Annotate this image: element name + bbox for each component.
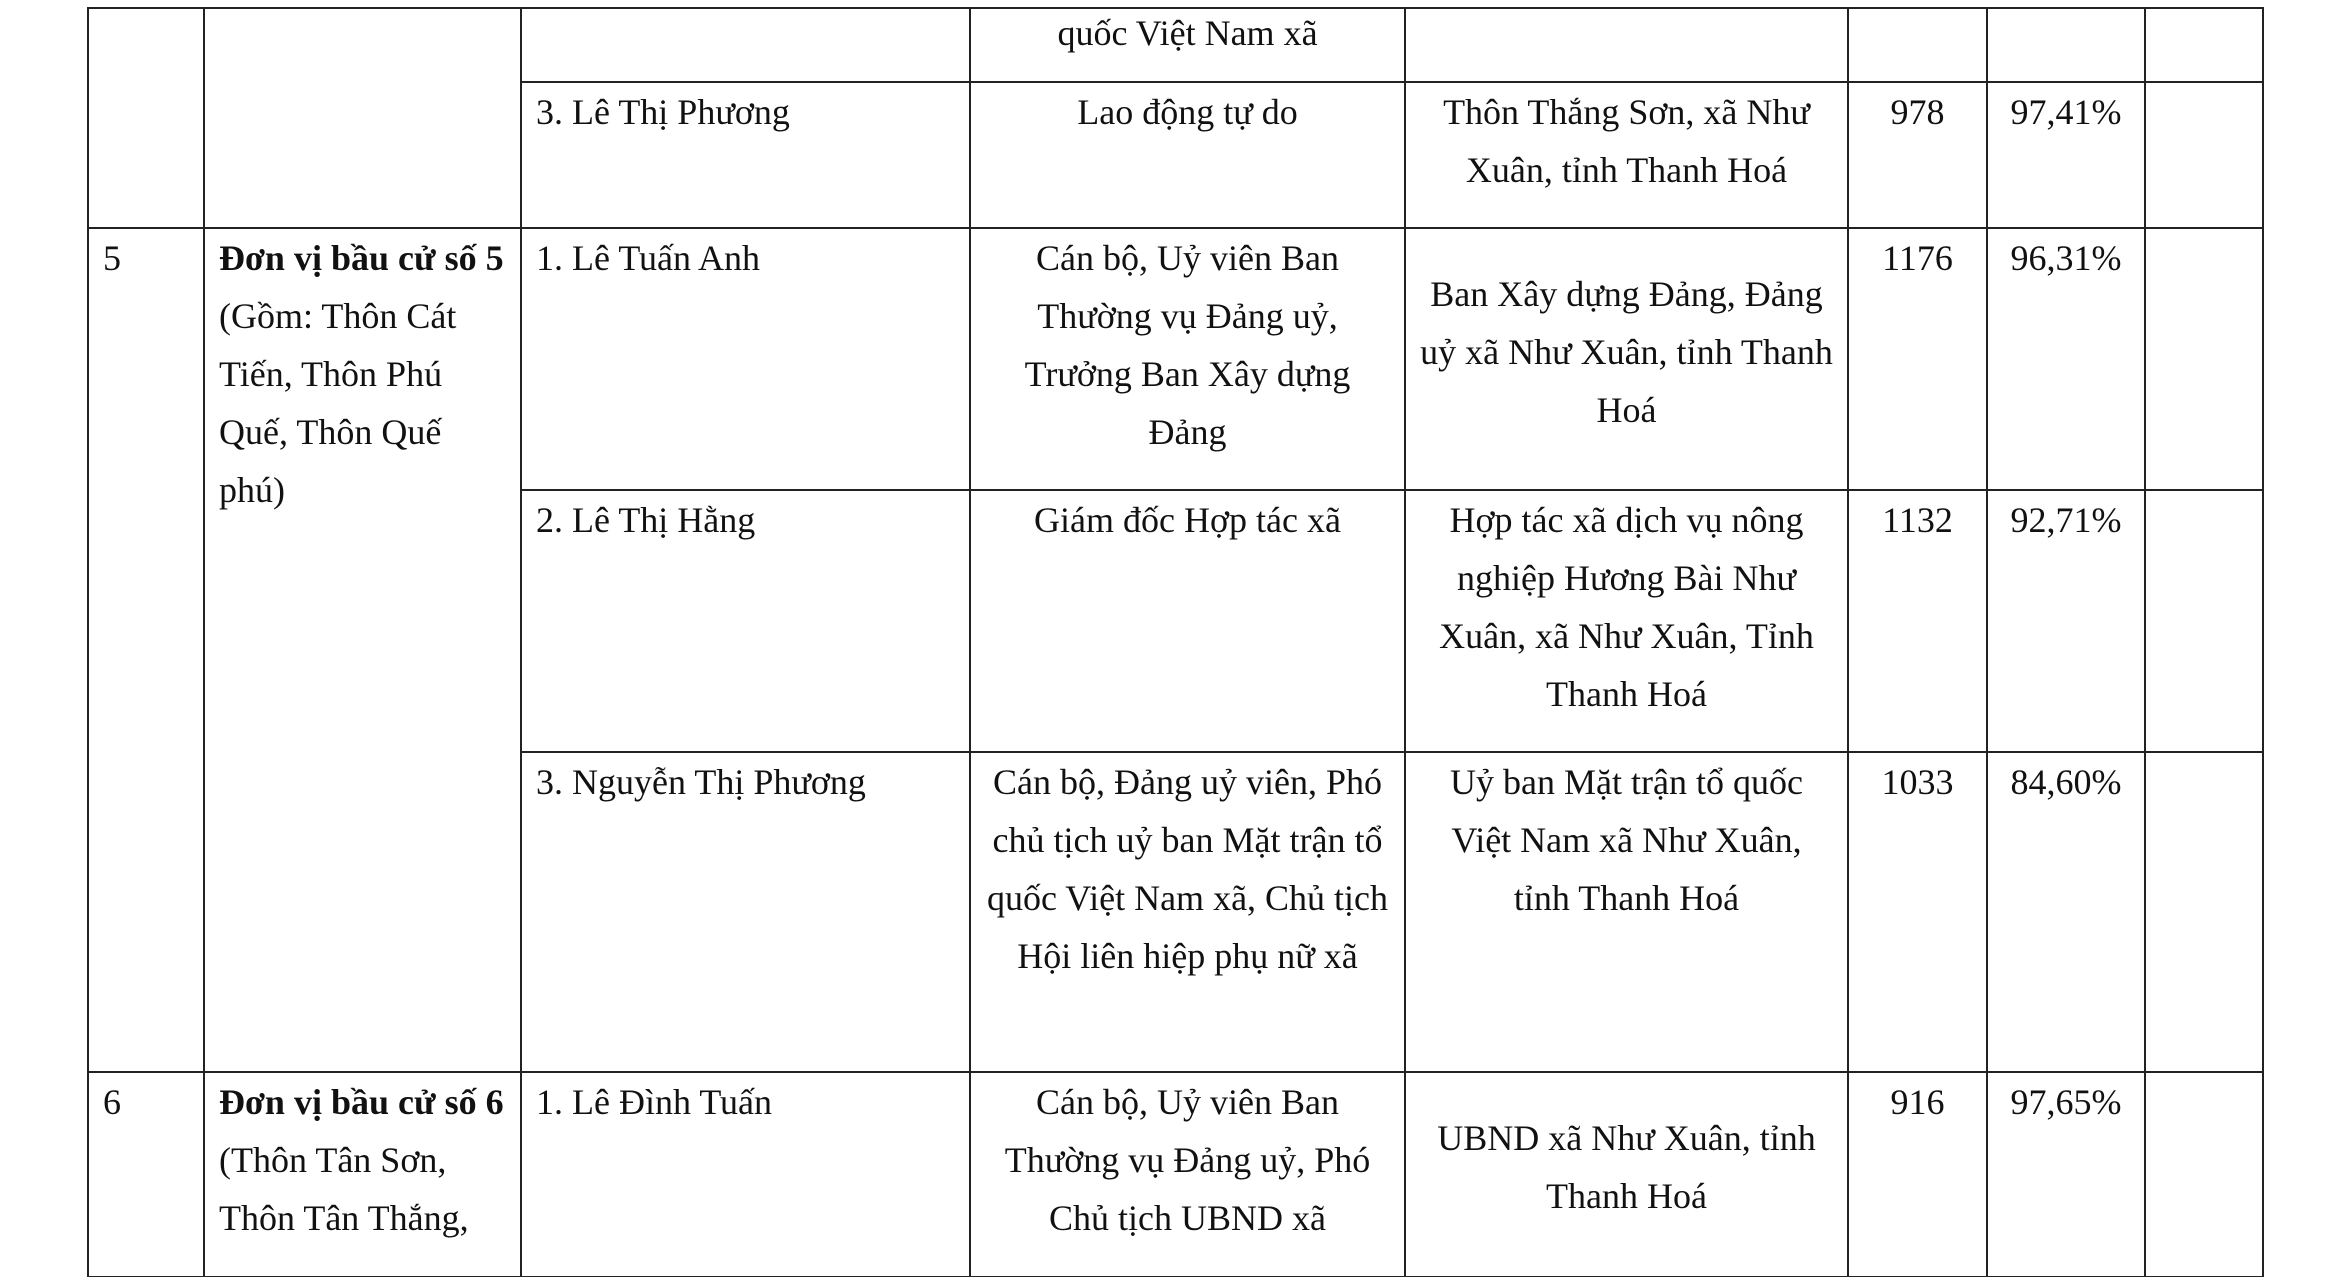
percent-cell: 97,65% xyxy=(1987,1072,2145,1277)
percent-cell: 92,71% xyxy=(1987,490,2145,752)
percent-cell xyxy=(1987,8,2145,82)
candidate-name-cell: 1. Lê Tuấn Anh xyxy=(521,228,970,490)
election-results-table xyxy=(87,7,2264,1277)
table-row xyxy=(88,228,2263,490)
note-cell xyxy=(2145,490,2263,752)
percent-cell: 96,31% xyxy=(1987,228,2145,490)
votes-cell: 1033 xyxy=(1848,752,1987,1072)
votes-cell: 1132 xyxy=(1848,490,1987,752)
job-cell: Cán bộ, Uỷ viên Ban Thường vụ Đảng uỷ, Phó Chủ tịch UBND xã xyxy=(970,1072,1405,1277)
note-cell xyxy=(2145,82,2263,228)
stt-cell: 6 xyxy=(88,1072,204,1277)
note-cell xyxy=(2145,1072,2263,1277)
candidate-name-cell: 3. Lê Thị Phương xyxy=(521,82,970,228)
unit-title: Đơn vị bầu cử số 5 xyxy=(219,238,504,278)
workplace-cell: Ban Xây dựng Đảng, Đảng uỷ xã Như Xuân, tỉnh Thanh Hoá xyxy=(1405,228,1848,490)
job-cell: Cán bộ, Uỷ viên Ban Thường vụ Đảng uỷ, Trưởng Ban Xây dựng Đảng xyxy=(970,228,1405,490)
votes-cell: 916 xyxy=(1848,1072,1987,1277)
unit-cell xyxy=(204,1072,521,1277)
table-row xyxy=(88,8,2263,82)
workplace-cell: Thôn Thắng Sơn, xã Như Xuân, tỉnh Thanh Hoá xyxy=(1405,82,1848,228)
unit-title: Đơn vị bầu cử số 6 xyxy=(219,1082,504,1122)
percent-cell: 84,60% xyxy=(1987,752,2145,1072)
note-cell xyxy=(2145,8,2263,82)
unit-cell xyxy=(204,228,521,1072)
note-cell xyxy=(2145,752,2263,1072)
workplace-cell: Uỷ ban Mặt trận tổ quốc Việt Nam xã Như Xuân, tỉnh Thanh Hoá xyxy=(1405,752,1848,1072)
note-cell xyxy=(2145,228,2263,490)
job-cell: Giám đốc Hợp tác xã xyxy=(970,490,1405,752)
votes-cell: 1176 xyxy=(1848,228,1987,490)
unit-description: (Gồm: Thôn Cát Tiến, Thôn Phú Quế, Thôn Quế phú) xyxy=(219,296,457,510)
workplace-cell: UBND xã Như Xuân, tỉnh Thanh Hoá xyxy=(1405,1072,1848,1277)
candidate-name-cell: 1. Lê Đình Tuấn xyxy=(521,1072,970,1277)
job-cell: quốc Việt Nam xã xyxy=(970,8,1405,82)
candidate-name-cell xyxy=(521,8,970,82)
unit-cell xyxy=(204,8,521,228)
votes-cell xyxy=(1848,8,1987,82)
job-cell: Cán bộ, Đảng uỷ viên, Phó chủ tịch uỷ ban Mặt trận tổ quốc Việt Nam xã, Chủ tịch Hội liên hiệp phụ nữ xã xyxy=(970,752,1405,1072)
percent-cell: 97,41% xyxy=(1987,82,2145,228)
workplace-cell xyxy=(1405,8,1848,82)
unit-description: (Thôn Tân Sơn, Thôn Tân Thắng, xyxy=(219,1140,469,1238)
candidate-name-cell: 2. Lê Thị Hằng xyxy=(521,490,970,752)
candidate-name-cell: 3. Nguyễn Thị Phương xyxy=(521,752,970,1072)
stt-cell: 5 xyxy=(88,228,204,1072)
stt-cell xyxy=(88,8,204,228)
job-cell: Lao động tự do xyxy=(970,82,1405,228)
table-row xyxy=(88,1072,2263,1277)
workplace-cell: Hợp tác xã dịch vụ nông nghiệp Hương Bài Như Xuân, xã Như Xuân, Tỉnh Thanh Hoá xyxy=(1405,490,1848,752)
votes-cell: 978 xyxy=(1848,82,1987,228)
